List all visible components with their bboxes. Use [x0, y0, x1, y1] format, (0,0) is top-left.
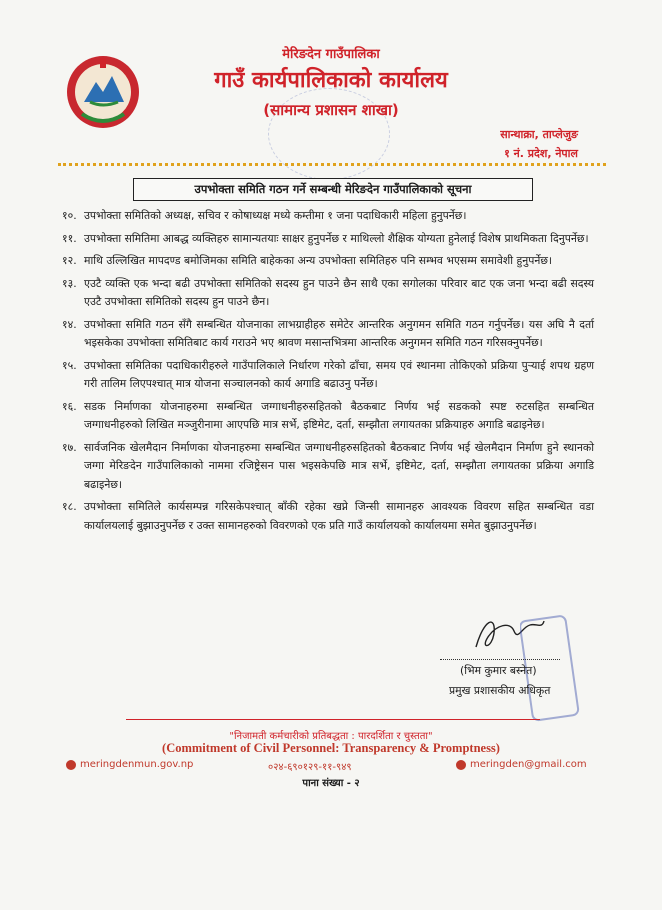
item-number: १७.	[62, 440, 77, 454]
signature-line	[440, 659, 560, 660]
item-text: उपभोक्ता समितिका पदाधिकारीहरुले गाउँपालिकाले निर्धारण गरेको ढाँचा, समय एवं स्थानमा तोकिएको प्रक्रिया पुऱ्याई शपथ ग्रहण गरी तालिम लिएपश्चात् मात्र योजना सञ्चालनको कार्य अगाडि बढाउनु पर्नेछ।	[84, 358, 594, 390]
item-number: १३.	[62, 276, 77, 290]
municipality-name: मेरिङदेन गाउँपालिका	[282, 47, 380, 62]
item-text: माथि उल्लिखित मापदण्ड बमोजिमका समिति बाहेकका अन्य उपभोक्ता समितिहरु पनि सम्भव भएसम्म समावेशी हुनुपर्नेछ।	[84, 254, 552, 267]
footer-website	[66, 759, 193, 770]
item-number: १४.	[62, 317, 77, 331]
footer-email	[456, 759, 587, 770]
email-text: meringden@gmail.com	[470, 759, 587, 770]
list-item	[62, 357, 594, 394]
list-item	[62, 230, 594, 249]
item-text: उपभोक्ता समितिमा आबद्ध व्यक्तिहरु सामान्यतयाः साक्षर हुनुपर्नेछ र माथिल्लो शैक्षिक योग्यता हुनेलाई विशेष प्राथमिकता दिनुपर्नेछ।	[84, 231, 589, 245]
list-item	[62, 316, 594, 353]
list-item	[62, 398, 594, 435]
item-number: १८.	[62, 500, 77, 513]
list-item	[62, 207, 594, 226]
list-item	[62, 275, 594, 312]
item-text: एउटै व्यक्ति एक भन्दा बढी उपभोक्ता समितिको सदस्य हुन पाउने छैन साथै एका सगोलका परिवार बाट एक जना भन्दा बढी सदस्य एउटै उपभोक्ता समितिको सदस्य हुन पाउने छैन।	[84, 276, 594, 308]
branch-name: (सामान्य प्रशासन शाखा)	[263, 101, 399, 119]
office-name: गाउँ कार्यपालिकाको कार्यालय	[214, 68, 448, 93]
globe-icon	[66, 760, 76, 770]
notice-items	[62, 207, 594, 539]
footer-divider	[126, 719, 540, 720]
list-item	[62, 498, 594, 535]
item-number: १२.	[62, 254, 77, 267]
item-text: सडक निर्माणका योजनाहरुमा सम्बन्धित जग्गाधनीहरुसहितको बैठकबाट निर्णय भई सडकको स्पष्ट रुटसहित सम्बन्धित जग्गाधनीहरुको लिखित मञ्जुरीनामा आएपछि मात्र सर्भे, इष्टिमेट, दर्ता, सम्झौता लगायतका प्रक्रियाहरु अगाडि बढाइनेछ।	[84, 399, 594, 431]
footer-phone: ०२४-६९०१२९-११-९४९	[268, 762, 352, 773]
item-number: १६.	[62, 399, 77, 413]
footer-slogan: "निजामती कर्मचारीको प्रतिबद्धता : पारदर्शिता र चुस्तता"	[229, 731, 433, 742]
item-number: ११.	[62, 231, 77, 245]
item-text: उपभोक्ता समितिले कार्यसम्पन्न गरिसकेपश्चात् बाँकी रहेका खप्ने जिन्सी सामानहरु आवश्यक विवरण सहित सम्बन्धित वडा कार्यालयलाई बुझाउनुपर्नेछ र उक्त सामानहरुको विवरणको एक प्रति गाउँ कार्यालयको कार्यालयमा समेत बुझाउनुपर्नेछ।	[84, 500, 594, 532]
item-text: उपभोक्ता समिति गठन सँगै सम्बन्धित योजनाका लाभग्राहीहरु समेटेर आन्तरिक अनुगमन समिति गठन गर्नुपर्नेछ। यस अघि नै दर्ता भइसकेका उपभोक्ता समितिबाट कार्य गराउने भए श्रावण मसान्तभित्रमा आन्तरिक अनुगमन समिति गठन गरिसक्नुपर्नेछ।	[84, 317, 594, 349]
website-text: meringdenmun.gov.np	[80, 759, 194, 770]
list-item	[62, 252, 594, 271]
signatory-name: (भिम कुमार बस्नेत)	[460, 664, 537, 677]
address-line-1: सान्थाक्रा, ताप्लेजुङ	[500, 128, 578, 141]
address-line-2: १ नं. प्रदेश, नेपाल	[504, 147, 578, 160]
item-text: उपभोक्ता समितिको अध्यक्ष, सचिव र कोषाध्यक्ष मध्ये कम्तीमा १ जना पदाधिकारी महिला हुनुपर्नेछ।	[84, 209, 467, 222]
item-text: सार्वजनिक खेलमैदान निर्माणका योजनाहरुमा सम्बन्धित जग्गाधनीहरुसहितको बैठकबाट निर्णय भई खेलमैदान निर्माण हुने स्थानको जग्गा मेरिङदेन गाउँपालिकाको नाममा रजिष्ट्रेसन पास भइसकेपछि मात्र सर्भे, इष्टिमेट, दर्ता, सम्झौता लगायतका प्रक्रिया अगाडि बढाइनेछ।	[84, 440, 594, 491]
page-number: पाना संख्या - २	[302, 778, 360, 789]
list-item	[62, 439, 594, 495]
item-number: १०.	[62, 209, 77, 222]
item-number: १५.	[62, 358, 77, 372]
footer-commitment: (Commitment of Civil Personnel: Transparency & Promptness)	[162, 741, 500, 755]
notice-title: उपभोक्ता समिति गठन गर्ने सम्बन्धी मेरिङदेन गाउँपालिकाको सूचना	[133, 178, 533, 201]
signatory-title: प्रमुख प्रशासकीय अधिकृत	[449, 684, 551, 697]
header-divider	[58, 163, 606, 166]
email-icon	[456, 760, 466, 770]
